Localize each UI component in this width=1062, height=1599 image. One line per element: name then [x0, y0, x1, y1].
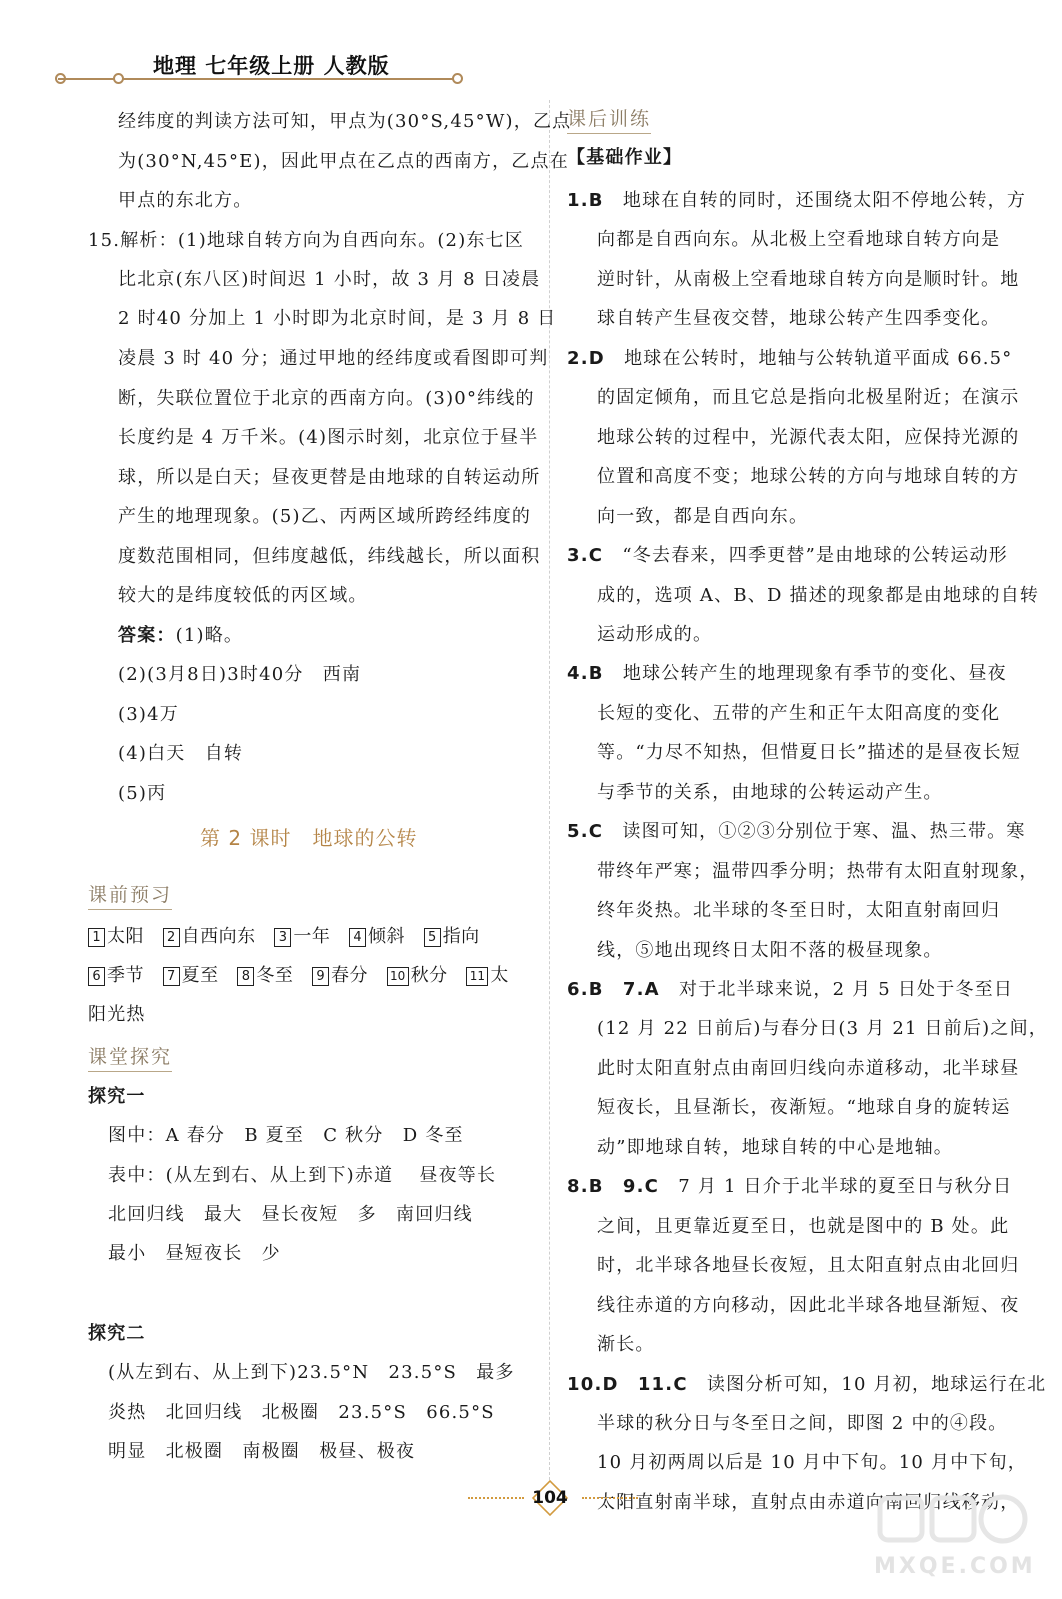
question-number: 2.D [567, 348, 605, 369]
answer-text: 地球公转的过程中，光源代表太阳，应保持光源的 [597, 427, 1020, 448]
answer-text: 此时太阳直射点由南回归线向赤道移动，北半球昼 [597, 1058, 1020, 1079]
answer-text: 逆时针，从南极上空看地球自转方向是顺时针。地 [597, 269, 1020, 290]
number-box: 8 [237, 967, 254, 986]
left-line: 长度约是 4 万千米。(4)图示时刻，北京位于昼半 [118, 427, 539, 448]
number-box: 2 [163, 928, 180, 947]
explore1-title: 探究一 [88, 1086, 146, 1107]
explore1-line: 图中：A 春分 B 夏至 C 秋分 D 冬至 [108, 1125, 464, 1146]
watermark-logo [870, 1490, 1035, 1590]
answer-text: 终年炎热。北半球的冬至日时，太阳直射南回归 [597, 900, 1001, 921]
preview-item [466, 965, 509, 986]
preview-item-text: 夏至 [181, 965, 219, 986]
right-answer-line [597, 307, 1000, 331]
answer-text: 太阳直射南半球，直射点由赤道向南回归线移动， [597, 1492, 1020, 1513]
number-box: 3 [274, 928, 291, 947]
preview-item-text: 自西向东 [181, 926, 256, 947]
answer-line: (2)(3月8日)3时40分 西南 [118, 664, 362, 685]
right-answer-line [597, 268, 1019, 292]
answer-text: 地球在自转的同时，还围绕太阳不停地公转，方 [603, 190, 1027, 211]
answer-text: 渐长。 [597, 1334, 655, 1355]
answer-text: 成的，选项 A、B、D 描述的现象都是由地球的自转 [597, 585, 1040, 606]
preview-item-text: 太 [490, 965, 509, 986]
answer-text: 长短的变化、五带的产生和正午太阳高度的变化 [597, 703, 1001, 724]
explore1-line: 最小 昼短夜长 少 [108, 1243, 281, 1264]
preview-item [424, 926, 480, 947]
number-box: 1 [88, 928, 105, 947]
right-answer-line [597, 1294, 1019, 1318]
answer-text: 对于北半球来说，2 月 5 日处于冬至日 [659, 979, 1014, 1000]
answer-text: 位置和高度不变；地球公转的方向与地球自转的方 [597, 466, 1020, 487]
answer-text: (12 月 22 日前后)与春分日(3 月 21 日前后)之间， [597, 1018, 1048, 1039]
left-line: 为(30°N,45°E)，因此甲点在乙点的西南方，乙点在 [118, 151, 569, 172]
right-answer-line [597, 1096, 1011, 1120]
question-number: 3.C [567, 545, 604, 566]
answer-text: 短夜长，且昼渐长，夜渐短。“地球自身的旋转运 [597, 1097, 1011, 1118]
left-line: 较大的是纬度较低的丙区域。 [118, 585, 368, 606]
preview-item [163, 926, 256, 947]
preview-item-text: 指向 [442, 926, 480, 947]
right-answer-line [567, 1175, 1012, 1199]
section-title-explore: 课堂探究 [88, 1042, 172, 1069]
preview-item [237, 965, 293, 986]
section-title-preview: 课前预习 [88, 880, 172, 907]
answer-text: 向都是自西向东。从北极上空看地球自转方向是 [597, 229, 1001, 250]
answer-text: 带终年严寒；温带四季分明；热带有太阳直射现象， [597, 861, 1039, 882]
answer-text: “冬去春来，四季更替”是由地球的公转运动形 [603, 545, 1008, 566]
section-title-training: 课后训练 [567, 104, 651, 131]
answer-text: 运动形成的。 [597, 624, 713, 645]
right-answer-line [597, 228, 1000, 252]
answer-line: (5)丙 [118, 783, 167, 804]
lesson-title: 第 2 课时 地球的公转 [200, 826, 418, 850]
answer-text: 等。“力尽不知热，但惜夏日长”描述的是昼夜长短 [597, 742, 1022, 763]
left-line: 产生的地理现象。(5)乙、丙两区域所跨经纬度的 [118, 506, 532, 527]
watermark-text: MXQE.COM [874, 1554, 1036, 1579]
header-title: 地理 七年级上册 人教版 [153, 54, 390, 78]
page-number-dots-left [468, 1497, 524, 1499]
explore2-line: 明显 北极圈 南极圈 极昼、极夜 [108, 1441, 416, 1462]
answer-text: 7 月 1 日介于北半球的夏至日与秋分日 [659, 1176, 1013, 1197]
question-number: 1.B [567, 190, 604, 211]
right-answer-line [567, 662, 1007, 686]
preview-item [349, 926, 405, 947]
answer-text: 球自转产生昼夜交替，地球公转产生四季变化。 [597, 308, 1001, 329]
header-right-dot [452, 73, 463, 84]
answer-text: 动”即地球自转，地球自转的中心是地轴。 [597, 1137, 954, 1158]
right-answer-line [567, 544, 1008, 568]
explore2-title: 探究二 [88, 1323, 146, 1344]
preview-item-text: 倾斜 [368, 926, 406, 947]
answer-text: 读图分析可知，10 月初，地球运行在北 [687, 1374, 1047, 1395]
number-box: 4 [349, 928, 366, 947]
number-box: 6 [88, 967, 105, 986]
number-box: 11 [466, 967, 488, 986]
answer-line [118, 624, 243, 648]
left-line: 断，失联位置位于北京的西南方向。(3)0°纬线的 [118, 388, 535, 409]
answer-text: 向一致，都是自西向东。 [597, 506, 809, 527]
right-answer-line [597, 741, 1021, 765]
preview-item-text: 季节 [107, 965, 144, 986]
number-box: 9 [312, 967, 329, 986]
number-box: 5 [424, 928, 441, 947]
answer-text: 读图可知，①②③分别位于寒、温、热三带。寒 [603, 821, 1026, 842]
right-answer-line [597, 584, 1039, 608]
right-answer-line [567, 978, 1013, 1002]
preview-item [163, 965, 219, 986]
preview-item-text: 秋分 [410, 965, 448, 986]
answer-text: 之间，且更靠近夏至日，也就是图中的 B 处。此 [597, 1216, 1010, 1237]
left-line: 甲点的东北方。 [118, 190, 253, 211]
right-answer-line [597, 623, 712, 647]
explore1-line: 北回归线 最大 昼长夜短 多 南回归线 [108, 1204, 473, 1225]
right-answer-line [597, 1136, 953, 1160]
right-answer-line [597, 1412, 1008, 1436]
answer-text: 10 月初两周以后是 10 月中下旬。10 月中下旬， [597, 1452, 1027, 1473]
right-answer-line [567, 820, 1026, 844]
right-answer-line [597, 781, 943, 805]
right-answer-line [597, 899, 1000, 923]
preview-item [312, 965, 368, 986]
answer-label: 答案： [118, 625, 176, 646]
right-answer-line [597, 860, 1039, 884]
explore2-line: 炎热 北回归线 北极圈 23.5°S 66.5°S [108, 1402, 495, 1423]
page-number-badge [468, 1479, 638, 1519]
number-box: 10 [387, 967, 409, 986]
preview-item [88, 926, 144, 947]
right-answer-line [597, 1215, 1009, 1239]
right-answer-line [567, 347, 1013, 371]
answer-line: (4)白天 自转 [118, 743, 244, 764]
left-line: 2 时40 分加上 1 小时即为北京时间，是 3 月 8 日 [118, 308, 557, 329]
left-line: 15.解析：(1)地球自转方向为自西向东。(2)东七区 [88, 230, 525, 251]
right-answer-line [597, 702, 1000, 726]
answer-text: 地球在公转时，地轴与公转轨道平面成 66.5° [604, 348, 1013, 369]
preview-item-text: 春分 [331, 965, 369, 986]
right-answer-line [597, 426, 1019, 450]
page-number-dots-right [582, 1497, 638, 1499]
answer-text: 与季节的关系，由地球的公转运动产生。 [597, 782, 943, 803]
answer-text: (1)略。 [175, 625, 244, 646]
answer-text: 时，北半球各地昼长夜短，且太阳直射点由北回归 [597, 1255, 1020, 1276]
answer-text: 线，⑤地出现终日太阳不落的极昼现象。 [597, 940, 943, 961]
preview-item [274, 926, 330, 947]
left-line: 球，所以是白天；昼夜更替是由地球的自转运动所 [118, 467, 541, 488]
left-line: 比北京(东八区)时间迟 1 小时，故 3 月 8 日凌晨 [118, 269, 541, 290]
answer-text: 半球的秋分日与冬至日之间，即图 2 中的④段。 [597, 1413, 1008, 1434]
left-line: 度数范围相同，但纬度越低，纬线越长，所以面积 [118, 546, 541, 567]
preview-item [88, 965, 144, 986]
left-line: 凌晨 3 时 40 分；通过甲地的经纬度或看图即可判 [118, 348, 549, 369]
question-number: 6.B 7.A [567, 979, 660, 1000]
preview-item-text: 太阳 [107, 926, 144, 947]
right-answer-line [597, 1057, 1019, 1081]
preview-row [88, 925, 480, 949]
right-answer-line [597, 939, 943, 963]
right-answer-line [597, 1017, 1048, 1041]
answer-text: 线往赤道的方向移动，因此北半球各地昼渐短、夜 [597, 1295, 1020, 1316]
question-number: 10.D 11.C [567, 1374, 688, 1395]
preview-item [387, 965, 448, 986]
question-number: 5.C [567, 821, 604, 842]
right-answer-line [597, 1254, 1019, 1278]
right-answer-line [597, 1451, 1027, 1475]
question-number: 8.B 9.C [567, 1176, 660, 1197]
header-mid-dot [113, 73, 124, 84]
preview-item-text: 一年 [293, 926, 331, 947]
question-number: 4.B [567, 663, 604, 684]
explore2-line: (从左到右、从上到下)23.5°N 23.5°S 最多 [108, 1362, 515, 1383]
preview-item-text: 冬至 [256, 965, 294, 986]
answer-text: 的固定倾角，而且它总是指向北极星附近；在演示 [597, 387, 1020, 408]
right-answer-line [597, 1333, 655, 1357]
left-line: 经纬度的判读方法可知，甲点为(30°S,45°W)，乙点 [118, 111, 572, 132]
right-answer-line [597, 386, 1019, 410]
number-box: 7 [163, 967, 180, 986]
answer-text: 地球公转产生的地理现象有季节的变化、昼夜 [603, 663, 1007, 684]
preview-row [88, 964, 509, 988]
basic-work-title: 【基础作业】 [567, 147, 683, 168]
preview-tail: 阳光热 [88, 1004, 146, 1025]
right-answer-line [567, 189, 1026, 213]
explore1-line: 表中：(从左到右、从上到下)赤道 昼夜等长 [108, 1165, 497, 1186]
right-answer-line [567, 1373, 1046, 1397]
page-number: 104 [532, 1488, 568, 1508]
right-answer-line [597, 465, 1019, 489]
right-answer-line [597, 505, 808, 529]
answer-line: (3)4万 [118, 704, 179, 725]
